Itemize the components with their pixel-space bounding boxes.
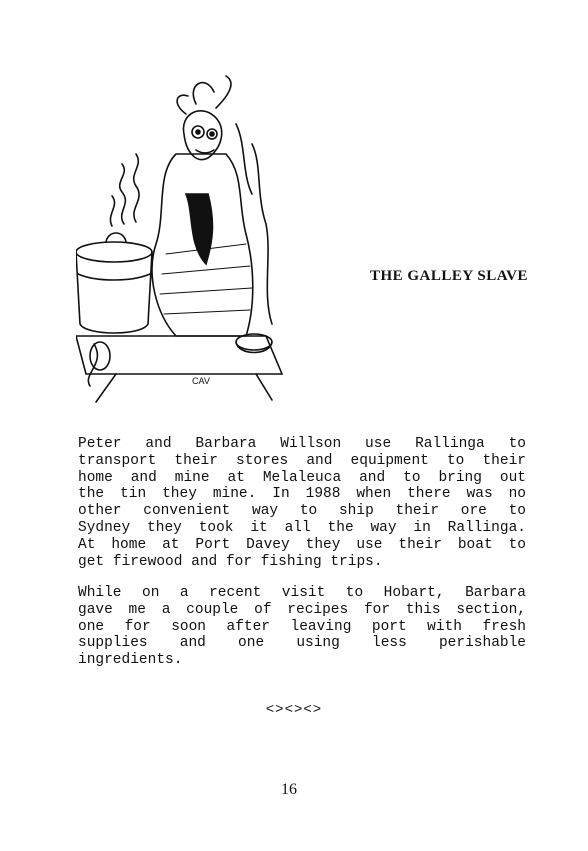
paragraph-line: home and mine at Melaleuca and to bring out [78,469,526,486]
paragraph-line: supplies and one using less perishable [78,635,526,652]
paragraph-line: other convenient way to ship their ore to [78,503,526,520]
paragraph-line: Sydney they took it all the way in Rallinga. [78,519,526,536]
paragraph-line: While on a recent visit to Hobart, Barbara [78,585,526,601]
paragraph-line: gave me a couple of recipes for this section, [78,601,526,618]
paragraph-willson [78,436,526,570]
galley-slave-illustration [76,74,284,404]
paragraph-line: Peter and Barbara Willson use Rallinga to [78,436,526,452]
paragraph-line: transport their stores and equipment to their [78,452,526,469]
paragraph-line: one for soon after leaving port with fresh [78,618,526,635]
paragraph-line: At home at Port Davey they use their boat to [78,536,526,553]
page-number: 16 [281,781,297,798]
section-separator: <><><> [265,702,323,718]
paragraph-line: the tin they mine. In 1988 when there was no [78,486,526,503]
illustrator-signature: CAV [192,376,210,386]
paragraph-recipes [78,585,526,669]
paragraph-line: get firewood and for fishing trips. [78,553,383,570]
section-title: THE GALLEY SLAVE [369,268,528,284]
paragraph-line: ingredients. [78,652,183,669]
